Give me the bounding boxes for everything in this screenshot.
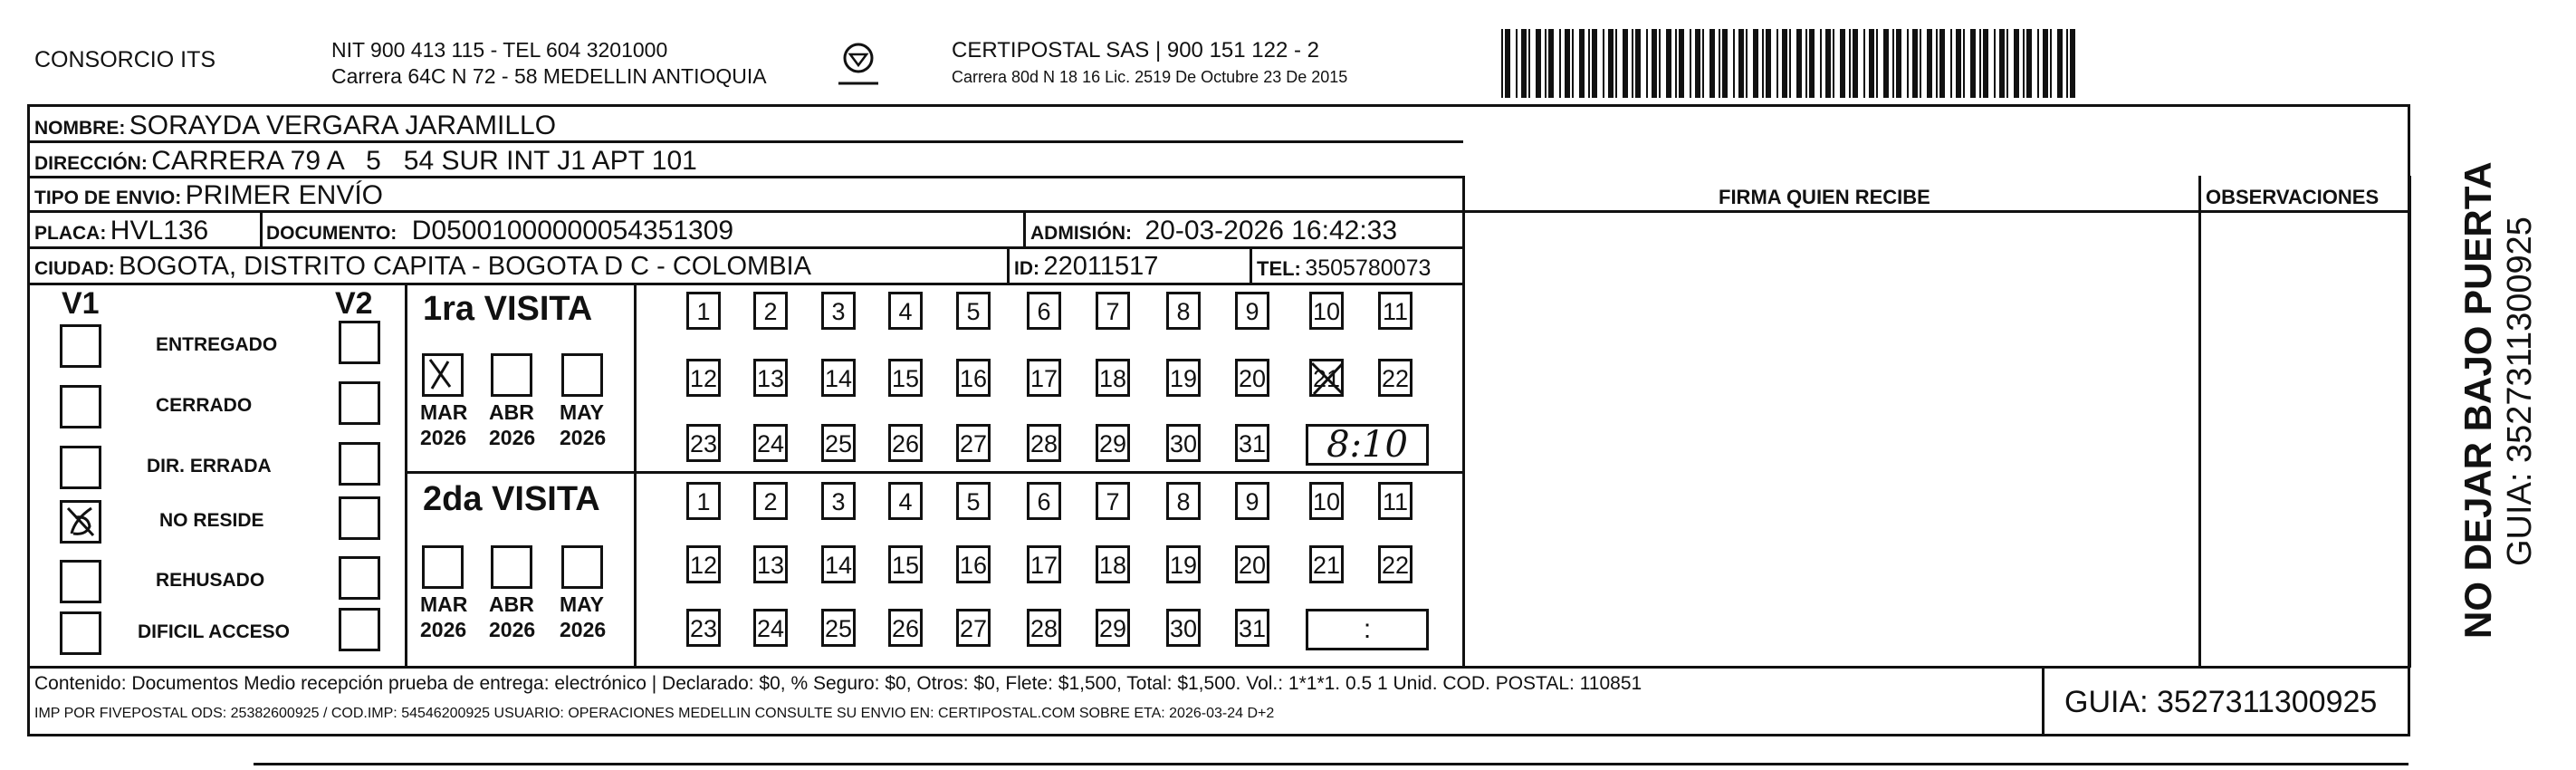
barcode-bar — [1559, 29, 1561, 98]
day-box[interactable]: 3 — [821, 292, 856, 330]
day-box[interactable]: 2 — [753, 482, 788, 520]
month-checkbox[interactable] — [491, 545, 532, 589]
month-label: MAR — [420, 400, 468, 424]
day-box[interactable]: 30 — [1166, 609, 1201, 647]
barcode-bar — [1545, 29, 1547, 98]
year-label: 2026 — [560, 426, 607, 449]
day-box[interactable]: 20 — [1235, 545, 1269, 583]
day-box[interactable]: 30 — [1166, 424, 1201, 462]
v2-checkbox[interactable] — [339, 556, 380, 600]
barcode-bar — [1501, 29, 1503, 98]
first-visit-title: 1ra VISITA — [423, 290, 593, 328]
day-box[interactable]: 29 — [1096, 424, 1130, 462]
year-label: 2026 — [489, 426, 536, 449]
day-box[interactable]: 14 — [821, 545, 856, 583]
v1-checkbox[interactable] — [60, 500, 101, 544]
day-box[interactable]: 13 — [753, 545, 788, 583]
year-label: 2026 — [489, 618, 536, 641]
day-box[interactable]: 25 — [821, 424, 856, 462]
tel-divider — [1250, 246, 1252, 284]
barcode-bar — [2066, 29, 2068, 98]
barcode-bar — [2014, 29, 2019, 98]
day-box[interactable]: 31 — [1235, 609, 1269, 647]
day-box[interactable]: 17 — [1027, 545, 1061, 583]
rule-nombre — [27, 140, 1463, 143]
col-obs-left — [2198, 176, 2201, 668]
id-label: ID: — [1014, 258, 1039, 279]
v1-checkbox[interactable] — [60, 446, 101, 489]
day-box[interactable]: 6 — [1027, 292, 1061, 330]
ciudad-label: CIUDAD: — [34, 258, 115, 279]
month-label: MAY — [560, 400, 604, 424]
v1-checkbox[interactable] — [60, 385, 101, 428]
documento-value: D05001000000054351309 — [411, 216, 734, 245]
day-box[interactable]: 24 — [753, 424, 788, 462]
barcode-bar — [2043, 29, 2048, 98]
year-label: 2026 — [420, 618, 467, 641]
barcode-bar — [1840, 29, 1845, 98]
barcode-bar — [2023, 29, 2025, 98]
day-box[interactable]: 27 — [956, 609, 991, 647]
reason-label: REHUSADO — [156, 570, 265, 591]
barcode-bar — [1950, 29, 1952, 98]
v1-checkbox[interactable] — [60, 324, 101, 368]
id-value: 22011517 — [1043, 252, 1159, 281]
placa-value: HVL136 — [110, 216, 209, 245]
barcode-bar — [1939, 29, 1945, 98]
barcode-bar — [2057, 29, 2063, 98]
day-box[interactable]: 5 — [956, 292, 991, 330]
day-box[interactable]: 3 — [821, 482, 856, 520]
day-box[interactable]: 6 — [1027, 482, 1061, 520]
rule-tipo — [27, 210, 2410, 213]
barcode-bar — [1579, 29, 1585, 98]
barcode-bar — [1825, 29, 1831, 98]
direccion-value: CARRERA 79 A 5 54 SUR INT J1 APT 101 — [151, 146, 697, 176]
v2-checkbox[interactable] — [339, 321, 380, 364]
barcode-bar — [1695, 29, 1700, 98]
day-box[interactable]: 28 — [1027, 424, 1061, 462]
contenido-line: Contenido: Documentos Medio recepción prueba de entrega: electrónico | Declarado: $0, % Seguro: $0, Otros: $0, Flete: $1,500, Total: $1,500. Vol.: 1*1*1. 0.5 1 Unid. COD. POSTAL: 110851 — [34, 673, 1642, 694]
barcode-bar — [1983, 29, 1988, 98]
month-checkbox[interactable] — [561, 353, 603, 397]
day-box[interactable]: 4 — [888, 292, 923, 330]
visit-mid-divider — [405, 471, 1464, 474]
tel-label: TEL: — [1257, 257, 1301, 280]
barcode-bar — [1746, 29, 1748, 98]
day-box[interactable]: 11 — [1378, 292, 1412, 330]
month-checkbox[interactable] — [422, 353, 464, 397]
day-box[interactable]: 17 — [1027, 359, 1061, 397]
barcode-bar — [1572, 29, 1574, 98]
side-guia-text: GUIA: 3527311300925 — [2501, 217, 2539, 566]
barcode-bar — [1782, 29, 1787, 98]
barcode-bar — [2070, 29, 2075, 98]
day-box[interactable]: 9 — [1235, 292, 1269, 330]
firma-header: FIRMA QUIEN RECIBE — [1719, 186, 1930, 208]
second-visit-title: 2da VISITA — [423, 480, 600, 518]
barcode-bar — [1635, 29, 1641, 98]
day-box[interactable]: 21 — [1309, 545, 1344, 583]
reason-label: DIFICIL ACCESO — [138, 621, 291, 642]
company-name: CONSORCIO ITS — [34, 47, 216, 72]
reason-label: CERRADO — [156, 395, 253, 416]
reason-label: NO RESIDE — [159, 510, 264, 531]
nit-line: NIT 900 413 115 - TEL 604 3201000 — [331, 38, 668, 62]
barcode-bar — [1528, 29, 1530, 98]
day-box[interactable]: 15 — [888, 359, 923, 397]
admision-label: ADMISIÓN: — [1030, 223, 1132, 244]
day-box[interactable]: 23 — [686, 424, 721, 462]
admision-divider — [1023, 210, 1026, 247]
day-box[interactable]: 25 — [821, 609, 856, 647]
day-box[interactable]: 10 — [1309, 292, 1344, 330]
day-box[interactable]: 22 — [1378, 545, 1412, 583]
side-notice — [2416, 127, 2552, 670]
day-box[interactable]: 18 — [1096, 359, 1130, 397]
barcode-bar — [1675, 29, 1677, 98]
day-box[interactable]: 9 — [1235, 482, 1269, 520]
day-box[interactable]: 10 — [1309, 482, 1344, 520]
year-label: 2026 — [560, 618, 607, 641]
barcode-bar — [1849, 29, 1851, 98]
day-box[interactable]: 15 — [888, 545, 923, 583]
guia-footer: GUIA: 3527311300925 — [2064, 685, 2378, 719]
barcode-bar — [1912, 29, 1918, 98]
barcode-bar — [1863, 29, 1865, 98]
v1-checkbox[interactable] — [60, 611, 101, 655]
placa-label: PLACA: — [34, 223, 107, 244]
barcode-bar — [1907, 29, 1909, 98]
day-box[interactable]: 11 — [1378, 482, 1412, 520]
day-box[interactable]: 27 — [956, 424, 991, 462]
barcode-bar — [1588, 29, 1590, 98]
day-box[interactable]: 4 — [888, 482, 923, 520]
reason-label: DIR. ERRADA — [147, 456, 272, 476]
rule-footer — [27, 666, 2410, 669]
day-box[interactable]: 26 — [888, 609, 923, 647]
day-box[interactable]: 19 — [1166, 359, 1201, 397]
day-box[interactable]: 24 — [753, 609, 788, 647]
visit-left-divider — [405, 283, 407, 667]
month-label: MAY — [560, 592, 604, 616]
barcode-bar — [1762, 29, 1764, 98]
barcode-bar — [1753, 29, 1758, 98]
imp-line: IMP POR FIVEPOSTAL ODS: 25382600925 / COD.IMP: 54546200925 USUARIO: OPERACIONES MEDELLIN CONSULTE SU ENVIO EN: CERTIPOSTAL.COM SOBRE ETA: 2026-03-24 D+2 — [34, 706, 1275, 721]
day-box[interactable]: 1 — [686, 482, 721, 520]
tel-value: 3505780073 — [1305, 255, 1432, 281]
observaciones-header: OBSERVACIONES — [2206, 186, 2380, 208]
v2-checkbox[interactable] — [339, 442, 380, 486]
day-box[interactable]: 18 — [1096, 545, 1130, 583]
barcode-bar — [1963, 29, 1965, 98]
day-box[interactable]: 12 — [686, 545, 721, 583]
month-label: ABR — [489, 592, 534, 616]
year-label: 2026 — [420, 426, 467, 449]
day-box[interactable]: 13 — [753, 359, 788, 397]
barcode-bar — [1896, 29, 1901, 98]
tipo-label: TIPO DE ENVIO: — [34, 188, 182, 208]
barcode-bar — [1603, 29, 1604, 98]
license-line: Carrera 80d N 18 16 Lic. 2519 De Octubre 23 De 2015 — [952, 68, 1348, 86]
barcode-bar — [1565, 29, 1570, 98]
day-box[interactable]: 28 — [1027, 609, 1061, 647]
barcode-bar — [1608, 29, 1614, 98]
day-box[interactable]: 22 — [1378, 359, 1412, 397]
barcode-bar — [1853, 29, 1858, 98]
day-box[interactable]: 16 — [956, 359, 991, 397]
day-box[interactable]: 21 — [1309, 359, 1344, 397]
barcode-bar — [1796, 29, 1802, 98]
v2-checkbox[interactable] — [339, 496, 380, 540]
admision-value: 20-03-2026 16:42:33 — [1144, 216, 1398, 245]
barcode-bar — [1876, 29, 1878, 98]
barcode-bar — [1869, 29, 1874, 98]
barcode-bar — [1623, 29, 1628, 98]
placa-divider — [260, 210, 263, 247]
barcode-bar — [1702, 29, 1704, 98]
month-label: ABR — [489, 400, 534, 424]
rule-ciudad — [27, 283, 1463, 285]
barcode-bar — [2037, 29, 2039, 98]
barcode-bar — [1719, 29, 1720, 98]
barcode-bar — [1516, 29, 1518, 98]
barcode-bar — [1666, 29, 1671, 98]
day-box[interactable]: 19 — [1166, 545, 1201, 583]
barcode-bar — [1970, 29, 1976, 98]
direccion-label: DIRECCIÓN: — [34, 153, 148, 174]
barcode-bar — [2026, 29, 2032, 98]
col-firma-left — [1462, 176, 1465, 668]
month-label: MAR — [420, 592, 468, 616]
barcode-bar — [1548, 29, 1554, 98]
barcode-bar — [1820, 29, 1822, 98]
barcode-bar — [1809, 29, 1815, 98]
barcode-bar — [1927, 29, 1932, 98]
barcode-bar — [1892, 29, 1894, 98]
day-box[interactable]: 31 — [1235, 424, 1269, 462]
col-obs-right — [2408, 176, 2411, 668]
barcode-bar — [1709, 29, 1715, 98]
v2-header: V2 — [335, 286, 373, 321]
month-checkbox[interactable] — [491, 353, 532, 397]
day-box[interactable]: 29 — [1096, 609, 1130, 647]
tipo-value: PRIMER ENVÍO — [185, 180, 384, 210]
barcode-bar — [1979, 29, 1981, 98]
barcode-bar — [1738, 29, 1744, 98]
day-box[interactable]: 7 — [1096, 292, 1130, 330]
ciudad-value: BOGOTA, DISTRITO CAPITA - BOGOTA D C - COLOMBIA — [119, 252, 811, 281]
day-box[interactable]: 14 — [821, 359, 856, 397]
rule-placa — [27, 246, 1463, 249]
barcode-bar — [1776, 29, 1778, 98]
v1-checkbox[interactable] — [60, 560, 101, 603]
v1-header: V1 — [62, 286, 100, 321]
no-dejar-text: NO DEJAR BAJO PUERTA — [2456, 161, 2499, 639]
day-box[interactable]: 23 — [686, 609, 721, 647]
reason-label: ENTREGADO — [156, 334, 278, 355]
barcode-bar — [1883, 29, 1889, 98]
day-box[interactable]: 2 — [753, 292, 788, 330]
company-address: Carrera 64C N 72 - 58 MEDELLIN ANTIOQUIA — [331, 64, 767, 88]
barcode-bar — [2006, 29, 2008, 98]
v2-checkbox[interactable] — [339, 381, 380, 425]
barcode-bar — [1592, 29, 1597, 98]
certipostal-logo — [831, 38, 886, 92]
visit-title-divider — [634, 283, 637, 667]
main-frame — [27, 104, 2410, 736]
barcode-bar — [1999, 29, 2005, 98]
day-box[interactable]: 1 — [686, 292, 721, 330]
day-box[interactable]: 16 — [956, 545, 991, 583]
barcode-bar — [1659, 29, 1661, 98]
first-visit-time[interactable]: 8:10 — [1306, 424, 1429, 466]
month-checkbox[interactable] — [561, 545, 603, 589]
second-visit-time[interactable]: : — [1306, 609, 1429, 650]
barcode-bar — [1646, 29, 1648, 98]
documento-label: DOCUMENTO: — [266, 223, 397, 244]
barcode-bar — [1632, 29, 1633, 98]
day-box[interactable]: 8 — [1166, 482, 1201, 520]
barcode-bar — [1833, 29, 1834, 98]
barcode-bar — [1936, 29, 1938, 98]
barcode-bar — [1789, 29, 1791, 98]
barcode-bar — [1956, 29, 1961, 98]
barcode-bar — [1615, 29, 1617, 98]
barcode-bar — [1994, 29, 1996, 98]
barcode-bar — [1690, 29, 1691, 98]
bottom-rule — [254, 763, 2408, 765]
day-box[interactable]: 5 — [956, 482, 991, 520]
day-box[interactable]: 26 — [888, 424, 923, 462]
month-checkbox[interactable] — [422, 545, 464, 589]
barcode-bar — [1733, 29, 1735, 98]
barcode-bar — [1536, 29, 1541, 98]
barcode-bar — [1521, 29, 1527, 98]
id-divider — [1007, 246, 1010, 284]
barcode-bar — [2050, 29, 2052, 98]
certipostal-line: CERTIPOSTAL SAS | 900 151 122 - 2 — [952, 38, 1319, 63]
v2-checkbox[interactable] — [339, 608, 380, 651]
barcode-bar — [1652, 29, 1657, 98]
barcode-bar — [1679, 29, 1684, 98]
rule-direccion — [27, 176, 1463, 178]
nombre-value: SORAYDA VERGARA JARAMILLO — [129, 111, 557, 140]
nombre-label: NOMBRE: — [34, 118, 126, 139]
barcode-bar — [1920, 29, 1921, 98]
day-box[interactable]: 12 — [686, 359, 721, 397]
day-box[interactable]: 7 — [1096, 482, 1130, 520]
barcode-bar — [1505, 29, 1510, 98]
barcode-bar — [1722, 29, 1728, 98]
barcode-bar — [1766, 29, 1771, 98]
day-box[interactable]: 20 — [1235, 359, 1269, 397]
footer-guia-divider — [2042, 666, 2045, 736]
barcode-bar — [1805, 29, 1807, 98]
barcode — [1501, 29, 2081, 98]
day-box[interactable]: 8 — [1166, 292, 1201, 330]
